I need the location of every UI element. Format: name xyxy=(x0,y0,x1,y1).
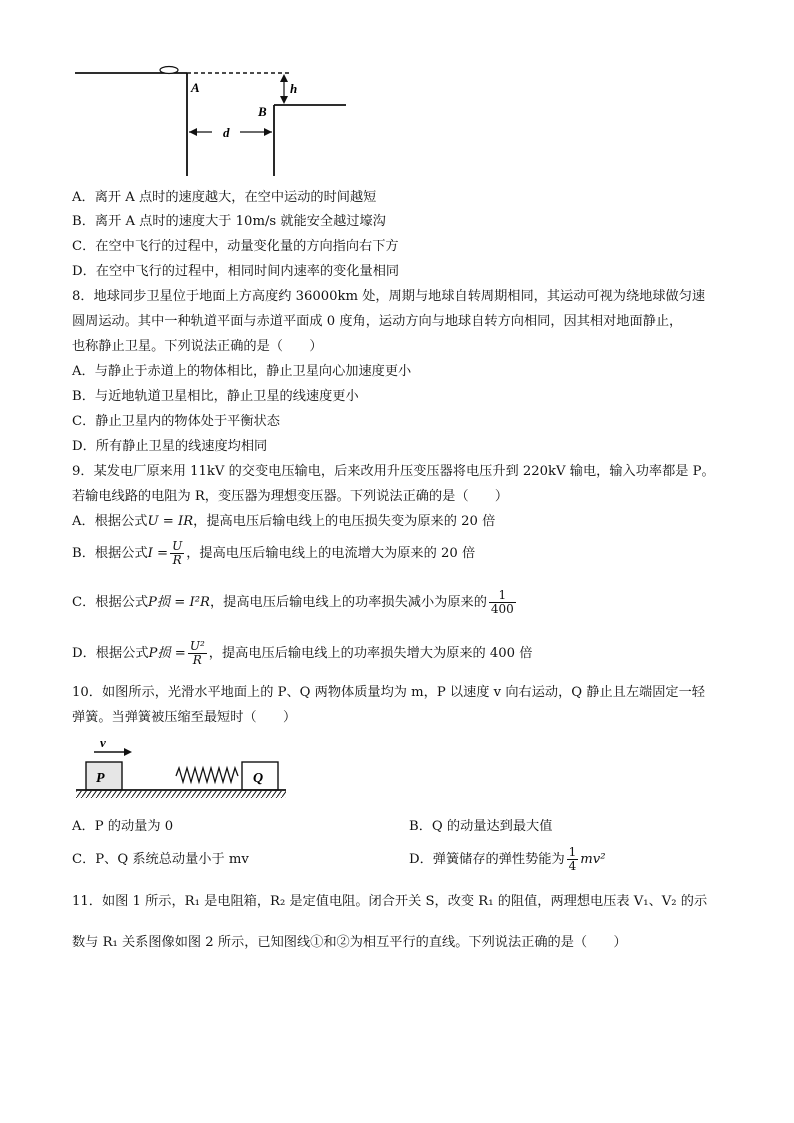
q9-a-prefix: A．根据公式 xyxy=(72,514,148,529)
q9-option-b xyxy=(72,540,475,567)
q9-d-text: ，提高电压后输电线上的功率损失增大为原来的 400 倍 xyxy=(208,646,533,661)
q10-d-prefix: D．弹簧储存的弹性势能为 xyxy=(409,852,565,867)
q9-d-prefix: D．根据公式 xyxy=(72,646,149,661)
q9-a-formula: U = IR xyxy=(147,514,194,529)
q9-d-lhs: P损 = xyxy=(148,646,186,661)
q9-c-text: ，提高电压后输电线上的功率损失减小为原来的 xyxy=(209,595,487,610)
q9-c-fraction xyxy=(489,589,516,616)
q10-d-numerator: 1 xyxy=(568,845,577,859)
q9-b-numerator: U xyxy=(172,539,183,553)
q10-d-denominator: 4 xyxy=(568,859,577,873)
q7-option-b: B．离开 A 点时的速度大于 10m/s 就能安全越过壕沟 xyxy=(72,214,386,229)
label-q: Q xyxy=(253,771,264,786)
q7-option-a: A．离开 A 点时的速度越大，在空中运动的时间越短 xyxy=(72,190,377,205)
q9-b-text: ，提高电压后输电线上的电流增大为原来的 20 倍 xyxy=(186,546,476,561)
q9-b-fraction xyxy=(170,540,184,567)
q9-c-denominator: 400 xyxy=(490,602,514,616)
q9-stem-line-2: 若输电线路的电阻为 R，变压器为理想变压器。下列说法正确的是（ ） xyxy=(72,489,509,504)
d-arrow-head-left xyxy=(189,128,197,136)
q10-figure xyxy=(72,734,292,804)
q9-b-prefix: B．根据公式 xyxy=(72,546,148,561)
q9-d-fraction xyxy=(188,640,207,667)
q9-b-lhs: I = xyxy=(147,546,169,561)
q9-option-c xyxy=(72,589,518,616)
q10-d-fraction xyxy=(567,846,579,873)
q9-c-prefix: C．根据公式 xyxy=(72,595,149,610)
h-arrow-head-top xyxy=(280,74,288,82)
q10-option-d xyxy=(409,846,606,873)
q9-c-formula: P损 = I²R xyxy=(148,595,210,610)
q9-c-numerator: 1 xyxy=(489,589,516,603)
q8-stem-line-2: 圆周运动。其中一种轨道平面与赤道平面成 0 度角，运动方向与地球自转方向相同，因其相对地面静止， xyxy=(72,314,683,329)
q8-option-a: A．与静止于赤道上的物体相比，静止卫星向心加速度更小 xyxy=(72,364,412,379)
q11-stem-line-2: 数与 R₁ 关系图像如图 2 所示，已知图线①和②为相互平行的直线。下列说法正确的是（ ） xyxy=(72,935,627,950)
q8-option-d: D．所有静止卫星的线速度均相同 xyxy=(72,439,268,454)
q7-option-c: C．在空中飞行的过程中，动量变化量的方向指向右下方 xyxy=(72,239,399,254)
q10-option-b: B．Q 的动量达到最大值 xyxy=(409,819,553,834)
spring-icon xyxy=(176,768,238,782)
label-d: d xyxy=(223,125,230,140)
label-b: B xyxy=(258,104,267,119)
label-v: v xyxy=(100,735,106,750)
label-a: A xyxy=(191,80,200,95)
q9-d-numerator: U² xyxy=(189,639,205,653)
label-h: h xyxy=(290,81,298,96)
q10-option-c: C．P、Q 系统总动量小于 mv xyxy=(72,852,249,867)
q7-option-d: D．在空中飞行的过程中，相同时间内速率的变化量相同 xyxy=(72,264,400,279)
q9-stem-line-1: 9．某发电厂原来用 11kV 的交变电压输电，后来改用升压变压器将电压升到 220kV 输电，输入功率都是 P。 xyxy=(72,464,715,479)
q10-stem-line-1: 10．如图所示，光滑水平地面上的 P、Q 两物体质量均为 m，P 以速度 v 向右运动，Q 静止且左端固定一轻 xyxy=(72,685,705,700)
q9-option-a xyxy=(72,513,495,531)
q9-option-d xyxy=(72,640,532,667)
floor-hatch xyxy=(76,791,286,798)
motorcycle-icon xyxy=(160,67,178,74)
q9-d-denominator: R xyxy=(192,653,202,667)
q10-d-expr: mv² xyxy=(580,852,606,867)
q9-b-denominator: R xyxy=(172,553,182,567)
velocity-arrow-head xyxy=(124,748,132,756)
q10-stem-line-2: 弹簧。当弹簧被压缩至最短时（ ） xyxy=(72,710,297,725)
q9-a-text: ，提高电压后输电线上的电压损失变为原来的 20 倍 xyxy=(193,514,496,529)
q8-stem-line-3: 也称静止卫星。下列说法正确的是（ ） xyxy=(72,339,323,354)
q8-option-b: B．与近地轨道卫星相比，静止卫星的线速度更小 xyxy=(72,389,359,404)
label-p: P xyxy=(96,771,105,786)
q10-option-a: A．P 的动量为 0 xyxy=(72,819,174,834)
q7-figure xyxy=(70,60,360,180)
q11-stem-line-1: 11．如图 1 所示，R₁ 是电阻箱，R₂ 是定值电阻。闭合开关 S，改变 R₁ 的阻值，两理想电压表 V₁、V₂ 的示 xyxy=(72,894,708,909)
h-arrow-head-bottom xyxy=(280,96,288,104)
q8-option-c: C．静止卫星内的物体处于平衡状态 xyxy=(72,414,280,429)
q8-stem-line-1: 8．地球同步卫星位于地面上方高度约 36000km 处，周期与地球自转周期相同，其运动可视为绕地球做匀速 xyxy=(72,289,706,304)
d-arrow-head-right xyxy=(264,128,272,136)
